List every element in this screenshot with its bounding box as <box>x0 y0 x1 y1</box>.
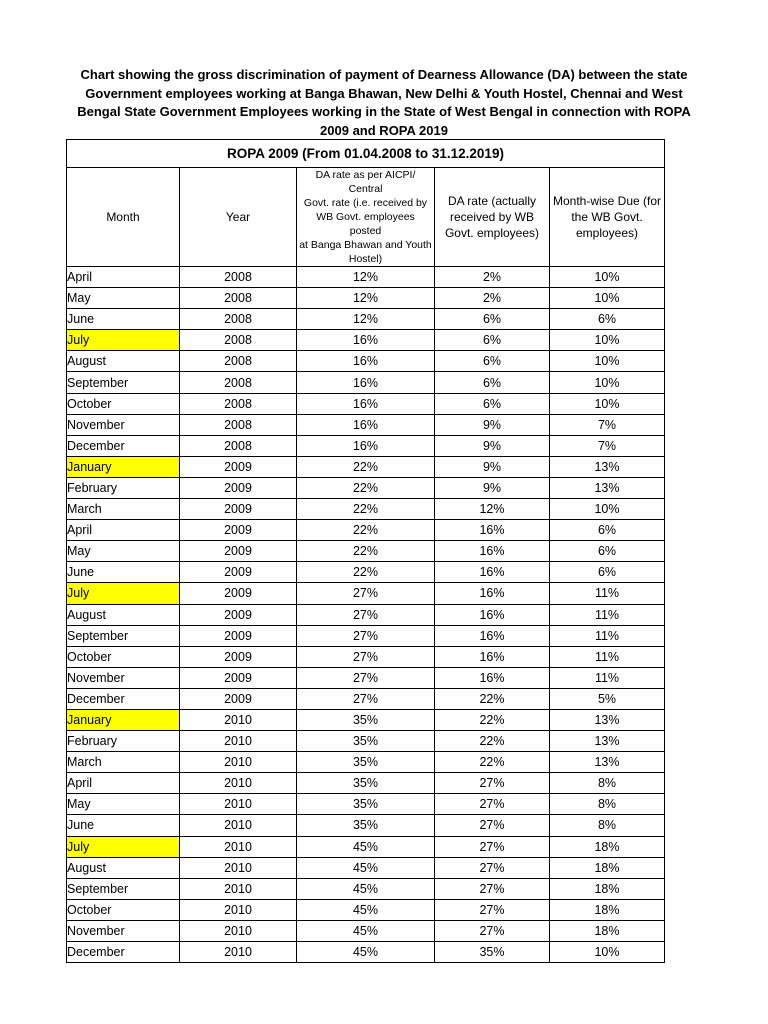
actual-rate-cell: 16% <box>435 667 550 688</box>
due-cell: 11% <box>550 667 665 688</box>
central-rate-cell: 12% <box>297 267 435 288</box>
actual-rate-cell: 16% <box>435 604 550 625</box>
table-row <box>67 667 665 688</box>
title-line: Chart showing the gross discrimination of payment of Dearness Allowance (DA) between the state <box>80 67 688 82</box>
month-cell: June <box>67 815 180 836</box>
year-cell: 2008 <box>180 330 297 351</box>
title-line: 2009 and ROPA 2019 <box>320 122 448 138</box>
actual-rate-cell: 2% <box>435 288 550 309</box>
header-actual-line: DA rate (actually <box>447 194 537 208</box>
due-cell: 11% <box>550 646 665 667</box>
due-cell: 10% <box>550 372 665 393</box>
month-cell: November <box>67 667 180 688</box>
year-cell: 2008 <box>180 414 297 435</box>
month-cell: August <box>67 857 180 878</box>
month-cell: November <box>67 414 180 435</box>
month-cell: September <box>67 625 180 646</box>
year-cell: 2010 <box>180 752 297 773</box>
central-rate-cell: 16% <box>297 351 435 372</box>
year-cell: 2009 <box>180 688 297 709</box>
month-cell: May <box>67 541 180 562</box>
actual-rate-cell: 16% <box>435 520 550 541</box>
actual-rate-cell: 12% <box>435 499 550 520</box>
central-rate-cell: 45% <box>297 878 435 899</box>
actual-rate-cell: 6% <box>435 393 550 414</box>
actual-rate-cell: 16% <box>435 562 550 583</box>
year-cell: 2008 <box>180 435 297 456</box>
table-row <box>67 520 665 541</box>
year-cell: 2008 <box>180 372 297 393</box>
month-cell: March <box>67 499 180 520</box>
table-row <box>67 920 665 941</box>
table-row <box>67 414 665 435</box>
header-central-line: Govt. rate (i.e. received by <box>303 197 428 209</box>
year-cell: 2010 <box>180 878 297 899</box>
central-rate-cell: 27% <box>297 625 435 646</box>
central-rate-cell: 22% <box>297 541 435 562</box>
header-month-wise-due <box>550 168 665 267</box>
month-cell: February <box>67 477 180 498</box>
actual-rate-cell: 27% <box>435 836 550 857</box>
year-cell: 2010 <box>180 836 297 857</box>
central-rate-cell: 45% <box>297 857 435 878</box>
due-cell: 13% <box>550 477 665 498</box>
da-table <box>66 139 665 963</box>
central-rate-cell: 35% <box>297 752 435 773</box>
year-cell: 2010 <box>180 709 297 730</box>
header-central-line: at Banga Bhawan and Youth <box>299 239 432 251</box>
table-row <box>67 351 665 372</box>
central-rate-cell: 35% <box>297 815 435 836</box>
year-cell: 2009 <box>180 562 297 583</box>
header-due-line: employees) <box>575 226 639 240</box>
central-rate-cell: 45% <box>297 836 435 857</box>
year-cell: 2008 <box>180 309 297 330</box>
header-central-rate <box>297 168 435 267</box>
month-cell: April <box>67 267 180 288</box>
central-rate-cell: 35% <box>297 773 435 794</box>
title-line: Bengal State Government Employees working in the State of West Bengal in connection with ROPA <box>77 104 691 119</box>
table-row <box>67 288 665 309</box>
due-cell: 6% <box>550 520 665 541</box>
central-rate-cell: 12% <box>297 309 435 330</box>
table-row <box>67 393 665 414</box>
actual-rate-cell: 27% <box>435 857 550 878</box>
central-rate-cell: 27% <box>297 583 435 604</box>
table-row <box>67 583 665 604</box>
year-cell: 2009 <box>180 667 297 688</box>
year-cell: 2010 <box>180 773 297 794</box>
month-cell: July <box>67 583 180 604</box>
year-cell: 2010 <box>180 731 297 752</box>
actual-rate-cell: 22% <box>435 688 550 709</box>
month-cell: April <box>67 520 180 541</box>
month-cell: December <box>67 942 180 963</box>
year-cell: 2010 <box>180 794 297 815</box>
year-cell: 2009 <box>180 583 297 604</box>
table-row <box>67 477 665 498</box>
due-cell: 10% <box>550 393 665 414</box>
due-cell: 10% <box>550 499 665 520</box>
actual-rate-cell: 6% <box>435 351 550 372</box>
central-rate-cell: 22% <box>297 477 435 498</box>
year-cell: 2009 <box>180 625 297 646</box>
central-rate-cell: 16% <box>297 372 435 393</box>
due-cell: 13% <box>550 456 665 477</box>
actual-rate-cell: 16% <box>435 646 550 667</box>
central-rate-cell: 27% <box>297 667 435 688</box>
actual-rate-cell: 22% <box>435 752 550 773</box>
table-row <box>67 541 665 562</box>
month-cell: March <box>67 752 180 773</box>
table-row <box>67 604 665 625</box>
central-rate-cell: 22% <box>297 520 435 541</box>
due-cell: 6% <box>550 562 665 583</box>
actual-rate-cell: 6% <box>435 330 550 351</box>
table-row <box>67 499 665 520</box>
actual-rate-cell: 2% <box>435 267 550 288</box>
due-cell: 18% <box>550 920 665 941</box>
table-row <box>67 731 665 752</box>
year-cell: 2009 <box>180 604 297 625</box>
due-cell: 11% <box>550 583 665 604</box>
actual-rate-cell: 35% <box>435 942 550 963</box>
year-cell: 2008 <box>180 393 297 414</box>
header-actual-rate <box>435 168 550 267</box>
due-cell: 13% <box>550 709 665 730</box>
table-row <box>67 836 665 857</box>
due-cell: 18% <box>550 899 665 920</box>
table-row <box>67 562 665 583</box>
table-row <box>67 625 665 646</box>
due-cell: 10% <box>550 288 665 309</box>
year-cell: 2009 <box>180 499 297 520</box>
header-row <box>67 168 665 267</box>
table-row <box>67 878 665 899</box>
actual-rate-cell: 9% <box>435 456 550 477</box>
central-rate-cell: 22% <box>297 562 435 583</box>
actual-rate-cell: 27% <box>435 878 550 899</box>
year-cell: 2009 <box>180 520 297 541</box>
month-cell: July <box>67 330 180 351</box>
month-cell: January <box>67 456 180 477</box>
year-cell: 2008 <box>180 267 297 288</box>
table-row <box>67 815 665 836</box>
year-cell: 2010 <box>180 815 297 836</box>
central-rate-cell: 16% <box>297 435 435 456</box>
month-cell: May <box>67 794 180 815</box>
table-row <box>67 773 665 794</box>
year-cell: 2010 <box>180 899 297 920</box>
central-rate-cell: 35% <box>297 731 435 752</box>
central-rate-cell: 12% <box>297 288 435 309</box>
table-caption: ROPA 2009 (From 01.04.2008 to 31.12.2019) <box>67 140 665 168</box>
due-cell: 7% <box>550 414 665 435</box>
actual-rate-cell: 27% <box>435 920 550 941</box>
actual-rate-cell: 27% <box>435 794 550 815</box>
month-cell: February <box>67 731 180 752</box>
table-body <box>67 267 665 963</box>
actual-rate-cell: 16% <box>435 625 550 646</box>
year-cell: 2009 <box>180 646 297 667</box>
due-cell: 18% <box>550 857 665 878</box>
actual-rate-cell: 27% <box>435 773 550 794</box>
due-cell: 13% <box>550 752 665 773</box>
header-central-line: DA rate as per AICPI/ Central <box>315 169 416 195</box>
central-rate-cell: 45% <box>297 899 435 920</box>
year-cell: 2009 <box>180 541 297 562</box>
year-cell: 2008 <box>180 288 297 309</box>
table-row <box>67 899 665 920</box>
due-cell: 13% <box>550 731 665 752</box>
month-cell: December <box>67 435 180 456</box>
header-central-line: Hostel) <box>348 253 383 265</box>
central-rate-cell: 22% <box>297 499 435 520</box>
due-cell: 8% <box>550 815 665 836</box>
central-rate-cell: 27% <box>297 604 435 625</box>
year-cell: 2009 <box>180 456 297 477</box>
due-cell: 10% <box>550 351 665 372</box>
actual-rate-cell: 22% <box>435 731 550 752</box>
due-cell: 6% <box>550 309 665 330</box>
actual-rate-cell: 27% <box>435 899 550 920</box>
central-rate-cell: 22% <box>297 456 435 477</box>
due-cell: 11% <box>550 604 665 625</box>
header-actual-line: Govt. employees) <box>444 226 540 240</box>
central-rate-cell: 45% <box>297 920 435 941</box>
actual-rate-cell: 9% <box>435 477 550 498</box>
due-cell: 10% <box>550 942 665 963</box>
year-cell: 2010 <box>180 942 297 963</box>
table-row <box>67 646 665 667</box>
month-cell: June <box>67 309 180 330</box>
month-cell: November <box>67 920 180 941</box>
due-cell: 18% <box>550 878 665 899</box>
table-row <box>67 942 665 963</box>
month-cell: July <box>67 836 180 857</box>
month-cell: January <box>67 709 180 730</box>
month-cell: October <box>67 646 180 667</box>
table-row <box>67 709 665 730</box>
title-line: Government employees working at Banga Bhawan, New Delhi & Youth Hostel, Chennai and West <box>85 85 683 101</box>
table-row <box>67 435 665 456</box>
table-row <box>67 456 665 477</box>
year-cell: 2010 <box>180 857 297 878</box>
month-cell: October <box>67 393 180 414</box>
central-rate-cell: 27% <box>297 688 435 709</box>
central-rate-cell: 16% <box>297 414 435 435</box>
table-row <box>67 372 665 393</box>
due-cell: 5% <box>550 688 665 709</box>
month-cell: September <box>67 878 180 899</box>
due-cell: 6% <box>550 541 665 562</box>
due-cell: 8% <box>550 794 665 815</box>
month-cell: September <box>67 372 180 393</box>
table-row <box>67 267 665 288</box>
due-cell: 8% <box>550 773 665 794</box>
table-row <box>67 857 665 878</box>
header-actual-line: received by WB <box>449 210 535 224</box>
month-cell: June <box>67 562 180 583</box>
actual-rate-cell: 6% <box>435 372 550 393</box>
month-cell: May <box>67 288 180 309</box>
month-cell: October <box>67 899 180 920</box>
actual-rate-cell: 16% <box>435 583 550 604</box>
due-cell: 11% <box>550 625 665 646</box>
document-title <box>60 66 708 140</box>
header-year: Year <box>180 168 297 267</box>
header-due-line: the WB Govt. <box>571 210 643 224</box>
table-row <box>67 309 665 330</box>
month-cell: December <box>67 688 180 709</box>
month-cell: April <box>67 773 180 794</box>
central-rate-cell: 27% <box>297 646 435 667</box>
header-central-line: WB Govt. employees posted <box>316 211 415 237</box>
central-rate-cell: 16% <box>297 330 435 351</box>
year-cell: 2009 <box>180 477 297 498</box>
month-cell: August <box>67 351 180 372</box>
due-cell: 10% <box>550 330 665 351</box>
year-cell: 2008 <box>180 351 297 372</box>
central-rate-cell: 35% <box>297 709 435 730</box>
table-row <box>67 330 665 351</box>
table-row <box>67 794 665 815</box>
due-cell: 18% <box>550 836 665 857</box>
actual-rate-cell: 9% <box>435 414 550 435</box>
due-cell: 10% <box>550 267 665 288</box>
header-month: Month <box>67 168 180 267</box>
central-rate-cell: 16% <box>297 393 435 414</box>
due-cell: 7% <box>550 435 665 456</box>
actual-rate-cell: 16% <box>435 541 550 562</box>
table-row <box>67 752 665 773</box>
central-rate-cell: 45% <box>297 942 435 963</box>
actual-rate-cell: 27% <box>435 815 550 836</box>
actual-rate-cell: 22% <box>435 709 550 730</box>
table-row <box>67 688 665 709</box>
actual-rate-cell: 6% <box>435 309 550 330</box>
year-cell: 2010 <box>180 920 297 941</box>
month-cell: August <box>67 604 180 625</box>
actual-rate-cell: 9% <box>435 435 550 456</box>
central-rate-cell: 35% <box>297 794 435 815</box>
header-due-line: Month-wise Due (for <box>552 194 662 208</box>
